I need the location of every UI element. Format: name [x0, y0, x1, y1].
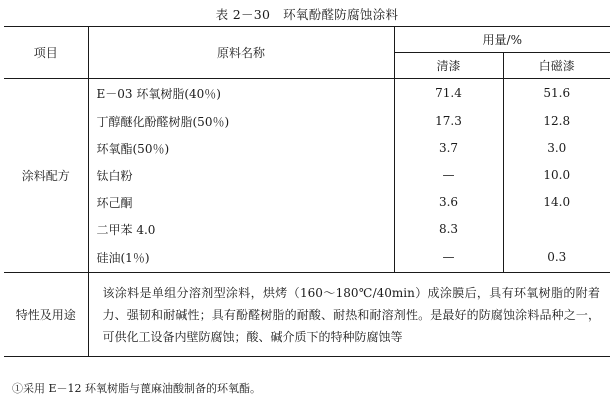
material-name: 环氧酯(50％)	[88, 135, 394, 162]
material-name: E－03 环氧树脂(40％)	[88, 79, 394, 108]
properties-row	[4, 273, 610, 357]
material-name: 丁醇醚化酚醛树脂(50％)	[88, 108, 394, 135]
footnote: ①采用 E－12 环氧树脂与蓖麻油酸制备的环氧酯。	[12, 382, 262, 395]
table-row	[4, 79, 610, 108]
varnish-value: 3.6	[394, 189, 503, 216]
white-enamel-value: 3.0	[547, 141, 567, 155]
varnish-value: —	[394, 162, 503, 189]
varnish-value: 3.7	[394, 135, 503, 162]
white-enamel-value: 14.0	[543, 195, 571, 209]
material-name: 二甲苯 4.0	[88, 216, 394, 243]
material-name: 环己酮	[88, 189, 394, 216]
white-enamel-value: 51.6	[543, 86, 571, 101]
varnish-value: 17.3	[394, 108, 503, 135]
header-row-1	[4, 27, 610, 53]
table-caption: 表 2－30 环氧酚醛防腐蚀涂料	[215, 7, 399, 22]
varnish-value: 71.4	[394, 79, 503, 108]
header-project: 项目	[4, 27, 88, 79]
header-varnish: 清漆	[394, 53, 503, 79]
table-row	[4, 243, 610, 273]
table-row	[4, 108, 610, 135]
table-row	[4, 135, 610, 162]
properties-label: 特性及用途	[4, 273, 88, 357]
header-white-enamel: 白磁漆	[503, 53, 610, 79]
table-row	[4, 162, 610, 189]
varnish-value: 8.3	[394, 216, 503, 243]
varnish-value: —	[394, 243, 503, 273]
material-name: 硅油(1％)	[88, 243, 394, 273]
white-enamel-value: 12.8	[543, 114, 571, 128]
header-amount: 用量/%	[394, 27, 610, 53]
white-enamel-value: 10.0	[543, 168, 571, 182]
white-enamel-value	[503, 216, 610, 243]
formula-table	[4, 26, 610, 357]
formula-label: 涂料配方	[4, 79, 88, 273]
properties-description: 该涂料是单组分溶剂型涂料，烘烤（160～180℃/40min）成涂膜后，具有环氧树脂的附着力、强韧和耐碱性；具有酚醛树脂的耐酸、耐热和耐溶剂性。是最好的防腐蚀涂料品种之一，可供化工设备内壁防腐蚀；酸、碱介质下的特种防腐蚀等	[88, 273, 610, 357]
header-material-name: 原料名称	[88, 27, 394, 79]
table-row	[4, 216, 610, 243]
table-row	[4, 189, 610, 216]
white-enamel-value: 0.3	[503, 243, 610, 273]
material-name: 钛白粉	[88, 162, 394, 189]
